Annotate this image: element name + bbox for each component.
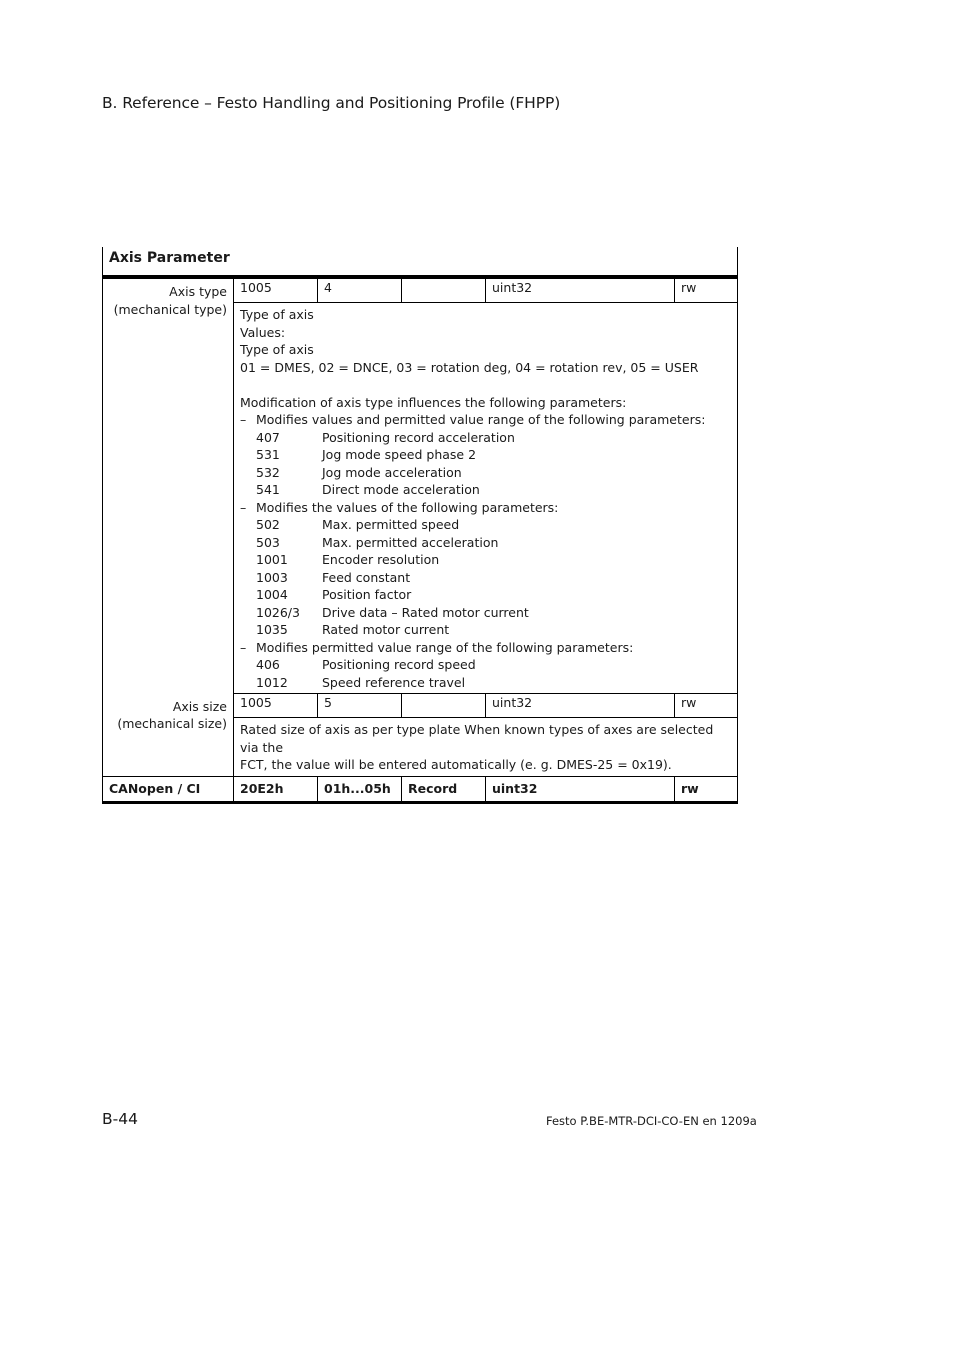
param-number: 541	[256, 482, 280, 497]
canopen-datatype: uint32	[486, 776, 675, 802]
param-row	[240, 621, 731, 639]
param-row	[240, 674, 731, 692]
param-name: Direct mode acceleration	[322, 482, 480, 497]
group-text: Modifies the values of the following parameters:	[256, 499, 559, 515]
param-name: Speed reference travel	[322, 674, 466, 690]
desc-line: Type of axis	[240, 307, 314, 322]
param-row	[240, 464, 731, 482]
param-name: Encoder resolution	[322, 552, 440, 567]
param-number: 531	[256, 447, 280, 462]
axis-size-label	[103, 694, 234, 777]
axis-size-description	[234, 718, 738, 777]
table-title: Axis Parameter	[103, 247, 738, 277]
param-row	[240, 569, 731, 587]
page-number: B-44	[102, 1110, 138, 1128]
desc-line: Type of axis	[240, 342, 314, 357]
axis-type-datatype: uint32	[486, 277, 675, 303]
param-number: 406	[256, 657, 280, 672]
axis-parameter-table	[102, 247, 738, 804]
axis-size-row	[103, 694, 738, 718]
axis-type-access: rw	[675, 277, 738, 303]
desc-line: FCT, the value will be entered automatically (e. g. DMES-25 = 0x19).	[240, 757, 672, 772]
axis-type-description	[234, 303, 738, 694]
axis-size-label-line-1: Axis size	[172, 698, 227, 714]
mod-intro: Modification of axis type influences the following parameters:	[240, 394, 627, 410]
param-name: Position factor	[322, 587, 412, 602]
param-name: Rated motor current	[322, 622, 450, 637]
axis-type-class	[402, 277, 486, 303]
param-number: 1026/3	[256, 604, 300, 620]
canopen-label: CANopen / CI	[103, 776, 234, 802]
desc-line: Rated size of axis as per type plate When known types of axes are selected via the	[240, 722, 714, 755]
axis-size-datatype: uint32	[486, 694, 675, 718]
param-row	[240, 604, 731, 622]
canopen-access: rw	[675, 776, 738, 802]
param-number: 1035	[256, 622, 288, 637]
axis-size-pnu: 1005	[234, 694, 318, 718]
desc-line: Values:	[240, 324, 286, 340]
canopen-row	[103, 776, 738, 802]
axis-size-label-line-2: (mechanical size)	[117, 716, 227, 731]
param-number: 1004	[256, 587, 288, 602]
param-row	[240, 534, 731, 552]
param-name: Positioning record speed	[322, 657, 476, 672]
param-name: Feed constant	[322, 569, 411, 585]
group-item: – Modifies permitted value range of the following parameters:	[240, 639, 634, 655]
canopen-index: 20E2h	[234, 776, 318, 802]
param-number: 1003	[256, 569, 288, 585]
group-text: Modifies values and permitted value range of the following parameters:	[256, 412, 706, 427]
param-number: 503	[256, 534, 280, 550]
param-row	[240, 429, 731, 447]
param-name: Jog mode speed phase 2	[322, 447, 477, 462]
param-name: Max. permitted speed	[322, 517, 460, 532]
param-row	[240, 551, 731, 569]
param-name: Positioning record acceleration	[322, 429, 515, 445]
param-row	[240, 586, 731, 604]
group-item: – Modifies values and permitted value range of the following parameters:	[240, 412, 706, 427]
desc-line: 01 = DMES, 02 = DNCE, 03 = rotation deg, 04 = rotation rev, 05 = USER	[240, 359, 699, 375]
param-row	[240, 481, 731, 499]
axis-type-label	[103, 277, 234, 694]
axis-type-subindex: 4	[318, 277, 402, 303]
param-name: Drive data – Rated motor current	[322, 604, 529, 620]
axis-type-label-line-1: Axis type	[169, 284, 227, 299]
table-title-row	[103, 247, 738, 277]
param-number: 1012	[256, 674, 288, 690]
param-name: Jog mode acceleration	[322, 464, 462, 480]
axis-type-pnu: 1005	[234, 277, 318, 303]
param-number: 407	[256, 429, 280, 445]
document-id: Festo P.BE-MTR-DCI-CO-EN en 1209a	[546, 1114, 757, 1128]
axis-size-access: rw	[675, 694, 738, 718]
param-row	[240, 656, 731, 674]
axis-size-subindex: 5	[318, 694, 402, 718]
param-name: Max. permitted acceleration	[322, 534, 499, 550]
canopen-class: Record	[402, 776, 486, 802]
canopen-subindex: 01h...05h	[318, 776, 402, 802]
param-row	[240, 516, 731, 534]
axis-type-row	[103, 277, 738, 303]
group-item: – Modifies the values of the following parameters:	[240, 499, 559, 515]
param-number: 502	[256, 517, 280, 532]
group-text: Modifies permitted value range of the following parameters:	[256, 639, 634, 655]
param-row	[240, 446, 731, 464]
axis-size-class	[402, 694, 486, 718]
param-number: 532	[256, 464, 280, 480]
param-number: 1001	[256, 552, 288, 567]
blank-line	[240, 376, 731, 394]
page-header: B. Reference – Festo Handling and Positioning Profile (FHPP)	[102, 94, 561, 112]
axis-type-label-line-2: (mechanical type)	[113, 301, 227, 317]
